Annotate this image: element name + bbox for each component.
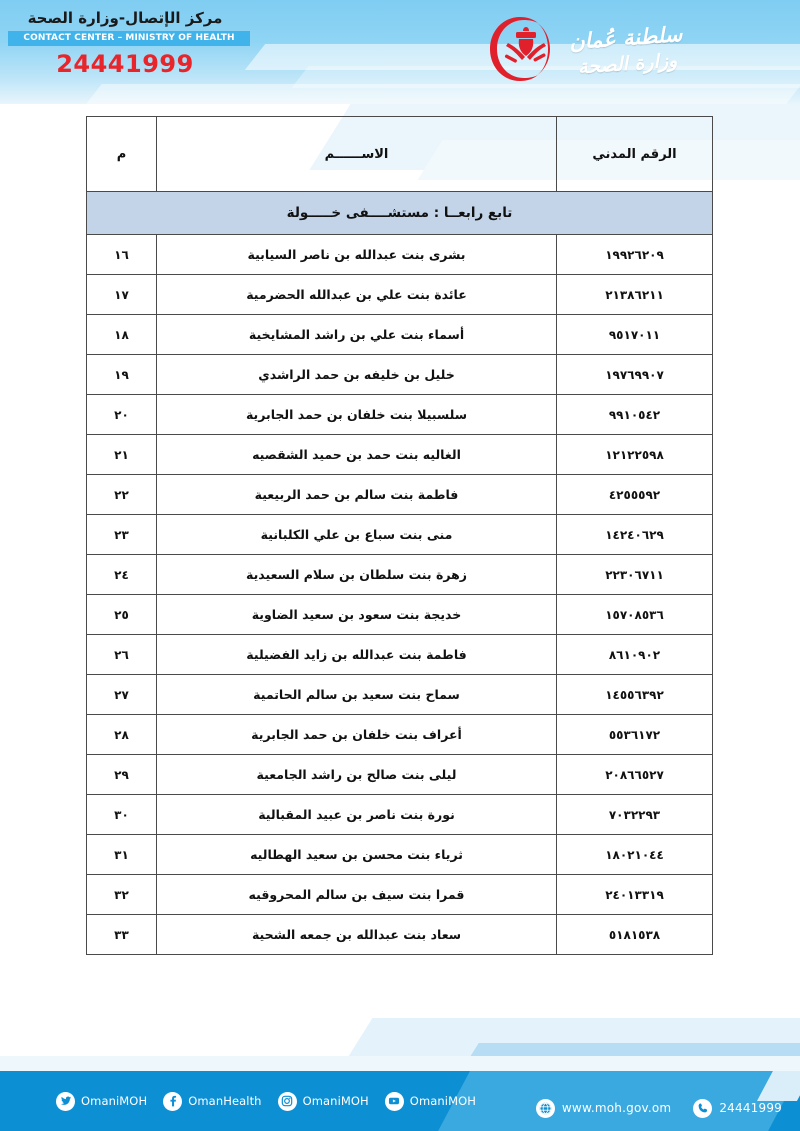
social-handle: OmanHealth — [188, 1094, 262, 1108]
column-header-name: الاســــــم — [157, 117, 557, 192]
social-handle: OmaniMOH — [302, 1094, 369, 1108]
cell-name: ثرياء بنت محسن بن سعيد الهطاليه — [157, 835, 557, 875]
section-title-cell: تابع رابعــا : مستشــــفى خـــــولة — [87, 192, 713, 235]
cell-civil-number: ١٥٧٠٨٥٣٦ — [557, 595, 713, 635]
social-link-twitter[interactable] — [56, 1092, 147, 1111]
hotline-number: 24441999 — [56, 50, 194, 78]
social-link-facebook[interactable] — [163, 1092, 261, 1111]
table-row — [87, 595, 713, 635]
cell-civil-number: ١٨٠٢١٠٤٤ — [557, 835, 713, 875]
table-row — [87, 755, 713, 795]
cell-name: خديجة بنت سعود بن سعيد الضاوية — [157, 595, 557, 635]
phone-label: 24441999 — [719, 1101, 782, 1115]
cell-index: ١٩ — [87, 355, 157, 395]
table-row — [87, 515, 713, 555]
social-handle: OmaniMOH — [81, 1094, 148, 1108]
cell-civil-number: ٨٦١٠٩٠٢ — [557, 635, 713, 675]
cell-index: ٢٣ — [87, 515, 157, 555]
table-row — [87, 315, 713, 355]
background-decor-bottom-3 — [0, 1056, 800, 1072]
cell-civil-number: ٢١٣٨٦٢١١ — [557, 275, 713, 315]
section-title-row — [87, 192, 713, 235]
instagram-icon — [278, 1092, 297, 1111]
cell-name: ليلى بنت صالح بن راشد الجامعية — [157, 755, 557, 795]
page-footer — [0, 1071, 800, 1131]
red-crescent-khanjar-emblem-icon — [486, 10, 562, 92]
facebook-icon — [163, 1092, 182, 1111]
cell-index: ٣١ — [87, 835, 157, 875]
table-row — [87, 675, 713, 715]
ministry-logo-text — [568, 22, 684, 81]
website-label: www.moh.gov.om — [561, 1101, 672, 1115]
cell-index: ١٧ — [87, 275, 157, 315]
table-row — [87, 475, 713, 515]
table-row — [87, 555, 713, 595]
social-link-youtube[interactable] — [385, 1092, 476, 1111]
phone-link[interactable] — [693, 1099, 782, 1118]
cell-index: ٢٥ — [87, 595, 157, 635]
cell-name: بشرى بنت عبدالله بن ناصر السيابية — [157, 235, 557, 275]
roster-table-container — [87, 116, 713, 955]
roster-table — [86, 116, 713, 955]
table-row — [87, 795, 713, 835]
table-row — [87, 635, 713, 675]
cell-civil-number: ١٩٩٢٦٢٠٩ — [557, 235, 713, 275]
page-header — [0, 0, 800, 104]
table-section-band — [87, 192, 713, 235]
cell-name: نورة بنت ناصر بن عبيد المقبالية — [157, 795, 557, 835]
cell-index: ١٨ — [87, 315, 157, 355]
cell-index: ٢٧ — [87, 675, 157, 715]
cell-civil-number: ٢٢٣٠٦٧١١ — [557, 555, 713, 595]
column-header-civil-number: الرقم المدني — [557, 117, 713, 192]
logo-line-ministry: وزارة الصحة — [577, 49, 678, 79]
globe-icon — [536, 1099, 555, 1118]
contact-center-en-bar — [8, 31, 250, 46]
cell-index: ٣٣ — [87, 915, 157, 955]
cell-name: قمرا بنت سيف بن سالم المحروقيه — [157, 875, 557, 915]
cell-name: سعاد بنت عبدالله بن جمعه الشحية — [157, 915, 557, 955]
cell-index: ٣٠ — [87, 795, 157, 835]
footer-content — [0, 1071, 800, 1131]
table-row — [87, 715, 713, 755]
table-row — [87, 435, 713, 475]
cell-civil-number: ٢٤٠١٣٣١٩ — [557, 875, 713, 915]
cell-civil-number: ٥٥٣٦١٧٢ — [557, 715, 713, 755]
cell-civil-number: ١٢١٢٢٥٩٨ — [557, 435, 713, 475]
contact-center-title-ar: مركز الإتصال-وزارة الصحة — [27, 9, 223, 27]
cell-civil-number: ٩٥١٧٠١١ — [557, 315, 713, 355]
social-link-instagram[interactable] — [278, 1092, 369, 1111]
table-row — [87, 875, 713, 915]
cell-name: منى بنت سباع بن علي الكلبانية — [157, 515, 557, 555]
cell-name: الغاليه بنت حمد بن حميد الشقصيه — [157, 435, 557, 475]
table-row — [87, 915, 713, 955]
cell-name: فاطمة بنت عبدالله بن زايد الفضيلية — [157, 635, 557, 675]
cell-index: ١٦ — [87, 235, 157, 275]
table-row — [87, 835, 713, 875]
table-row — [87, 275, 713, 315]
cell-name: خليل بن خليفه بن حمد الراشدي — [157, 355, 557, 395]
cell-name: فاطمة بنت سالم بن حمد الربيعية — [157, 475, 557, 515]
table-head — [87, 117, 713, 192]
ministry-logo — [486, 10, 786, 92]
cell-name: زهرة بنت سلطان بن سلام السعيدية — [157, 555, 557, 595]
phone-icon — [693, 1099, 712, 1118]
twitter-icon — [56, 1092, 75, 1111]
cell-civil-number: ١٩٧٦٩٩٠٧ — [557, 355, 713, 395]
cell-civil-number: ١٤٥٥٦٣٩٢ — [557, 675, 713, 715]
youtube-icon — [385, 1092, 404, 1111]
cell-civil-number: ٥١٨١٥٣٨ — [557, 915, 713, 955]
column-header-index: م — [87, 117, 157, 192]
cell-index: ٢٩ — [87, 755, 157, 795]
social-links-group — [56, 1092, 476, 1111]
cell-name: سلسبيلا بنت خلفان بن حمد الجابرية — [157, 395, 557, 435]
cell-civil-number: ١٤٢٤٠٦٢٩ — [557, 515, 713, 555]
cell-index: ٢١ — [87, 435, 157, 475]
cell-index: ٣٢ — [87, 875, 157, 915]
cell-civil-number: ٢٠٨٦٦٥٢٧ — [557, 755, 713, 795]
cell-civil-number: ٧٠٣٢٢٩٣ — [557, 795, 713, 835]
table-row — [87, 395, 713, 435]
table-header-row — [87, 117, 713, 192]
cell-civil-number: ٤٢٥٥٥٩٢ — [557, 475, 713, 515]
table-row — [87, 355, 713, 395]
table-body — [87, 235, 713, 955]
cell-civil-number: ٩٩١٠٥٤٢ — [557, 395, 713, 435]
cell-name: أسماء بنت علي بن راشد المشايخية — [157, 315, 557, 355]
website-link[interactable] — [536, 1099, 671, 1118]
footer-contact-group — [536, 1071, 782, 1131]
cell-name: سماح بنت سعيد بن سالم الحاتمية — [157, 675, 557, 715]
social-handle: OmaniMOH — [409, 1094, 477, 1108]
cell-index: ٢٢ — [87, 475, 157, 515]
logo-line-sultanate: سلطنة عُمان — [568, 22, 684, 55]
cell-index: ٢٨ — [87, 715, 157, 755]
cell-index: ٢٤ — [87, 555, 157, 595]
contact-center-title-en: CONTACT CENTER – MINISTRY OF HEALTH — [23, 33, 235, 43]
cell-name: عائدة بنت علي بن عبدالله الحضرمية — [157, 275, 557, 315]
table-row — [87, 235, 713, 275]
cell-index: ٢٦ — [87, 635, 157, 675]
contact-center-block — [0, 8, 250, 78]
cell-index: ٢٠ — [87, 395, 157, 435]
cell-name: أعراف بنت خلفان بن حمد الجابرية — [157, 715, 557, 755]
